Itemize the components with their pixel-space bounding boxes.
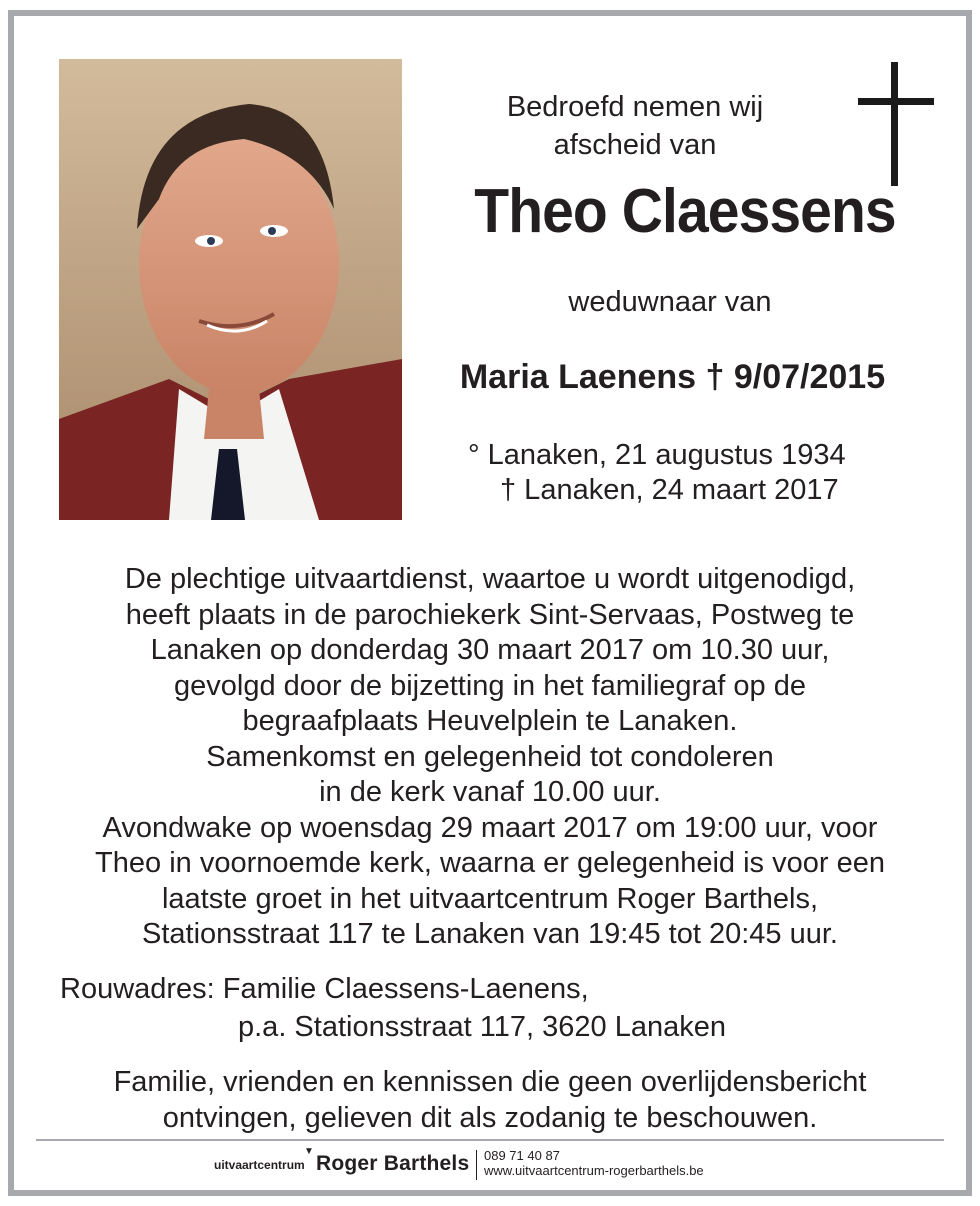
portrait-photo	[59, 59, 402, 520]
birth-date: ° Lanaken, 21 augustus 1934	[468, 439, 846, 471]
ceremony-line: Avondwake op woensdag 29 maart 2017 om 19:00 uur, voor	[102, 811, 878, 844]
footer-separator	[476, 1150, 477, 1180]
address-line-1: Rouwadres: Familie Claessens-Laenens,	[60, 973, 589, 1005]
intro-text	[480, 88, 790, 164]
footer-divider	[36, 1139, 944, 1141]
spouse-name: Maria Laenens † 9/07/2015	[459, 358, 886, 396]
ceremony-line: Stationsstraat 117 te Lanaken van 19:45 tot 20:45 uur.	[142, 918, 838, 950]
intro-line-1: Bedroefd nemen wij	[506, 91, 764, 123]
ceremony-line: Samenkomst en gelegenheid tot condoleren	[206, 740, 774, 773]
footer-phone: 089 71 40 87	[484, 1148, 560, 1163]
deceased-name: Theo Claessens	[474, 177, 896, 246]
ceremony-line: Lanaken op donderdag 30 maart 2017 om 10.30 uur,	[150, 634, 830, 666]
ceremony-line: begraafplaats Heuvelplein te Lanaken.	[242, 705, 738, 737]
footer-website: www.uitvaartcentrum-rogerbarthels.be	[484, 1163, 704, 1178]
ceremony-line: gevolgd door de bijzetting in het familiegraf op de	[174, 669, 806, 702]
ceremony-line: De plechtige uitvaartdienst, waartoe u wordt uitgenodigd,	[124, 563, 856, 595]
ceremony-line: laatste groet in het uitvaartcentrum Roger Barthels,	[161, 882, 819, 915]
footer-prefix: uitvaartcentrum	[214, 1158, 305, 1172]
relation-text: weduwnaar van	[568, 286, 772, 318]
funeral-home-footer	[0, 1146, 980, 1186]
intro-line-2: afscheid van	[553, 129, 717, 161]
address-line-2: p.a. Stationsstraat 117, 3620 Lanaken	[238, 1011, 726, 1043]
mourning-address	[60, 970, 940, 1046]
life-dates	[460, 438, 890, 508]
latin-cross-icon	[858, 62, 934, 186]
notice-line-1: Familie, vrienden en kennissen die geen overlijdensbericht	[113, 1066, 867, 1098]
footer-brand: Roger Barthels	[316, 1152, 470, 1175]
ceremony-details	[30, 562, 950, 953]
death-date: † Lanaken, 24 maart 2017	[500, 474, 839, 506]
portrait-illustration	[59, 59, 402, 520]
triangle-down-icon: ▼	[304, 1146, 314, 1157]
notice-text	[40, 1064, 940, 1136]
ceremony-line: in de kerk vanaf 10.00 uur.	[319, 776, 661, 808]
notice-line-2: ontvingen, gelieven dit als zodanig te beschouwen.	[162, 1102, 818, 1134]
ceremony-line: heeft plaats in de parochiekerk Sint-Servaas, Postweg te	[125, 598, 855, 631]
ceremony-line: Theo in voornoemde kerk, waarna er gelegenheid is voor een	[95, 847, 885, 879]
